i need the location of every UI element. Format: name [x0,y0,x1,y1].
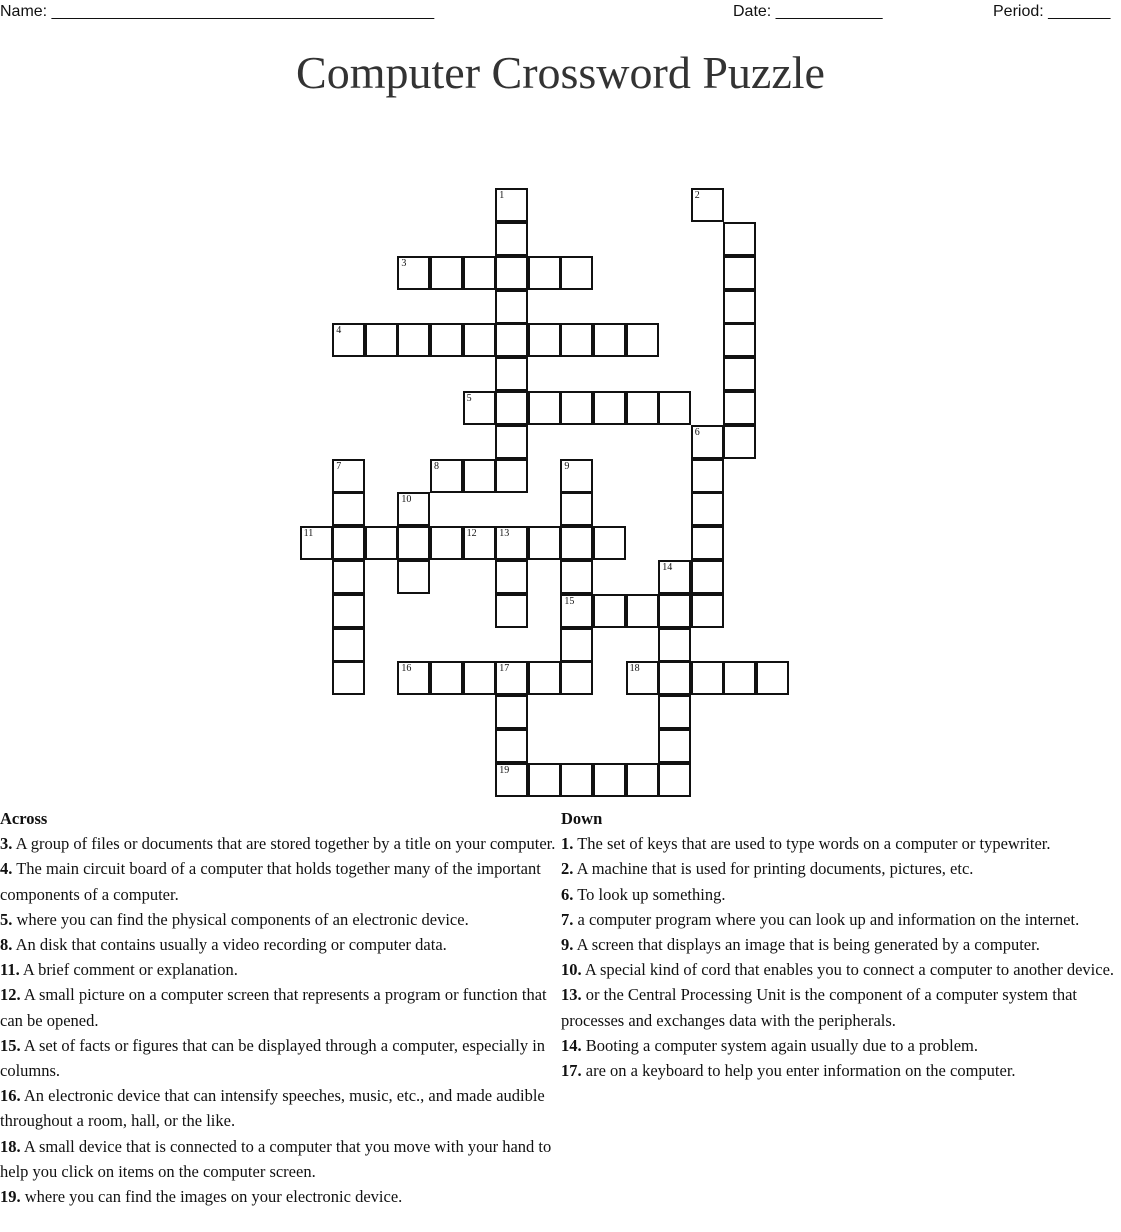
across-clue [0,982,556,1032]
clue-number: 9. [561,935,574,955]
down-clues [561,806,1119,1083]
down-clue-list [561,831,1119,1083]
crossword-cell[interactable] [397,323,430,357]
down-clue [561,1058,1119,1083]
crossword-cell[interactable] [723,222,756,256]
crossword-cell[interactable] [560,628,593,662]
crossword-cell[interactable] [397,526,430,560]
crossword-cell[interactable] [560,661,593,695]
crossword-cell[interactable] [593,526,626,560]
crossword-cell[interactable] [723,391,756,425]
crossword-cell[interactable] [397,256,430,290]
across-clue [0,957,556,982]
clue-text: where you can find the physical components of an electronic device. [12,909,469,929]
crossword-cell[interactable] [300,526,333,560]
crossword-cell[interactable] [495,391,528,425]
clue-number: 7. [561,909,574,929]
crossword-cell[interactable] [495,594,528,628]
down-clue [561,831,1119,856]
crossword-cell[interactable] [463,661,496,695]
clue-number: 3. [0,834,13,854]
crossword-cell[interactable] [691,560,724,594]
clue-number: 2. [561,859,574,879]
across-clue [0,932,556,957]
clue-text: A small picture on a computer screen that represents a program or function that can be opened. [0,985,547,1030]
crossword-cell[interactable] [691,459,724,493]
crossword-cell[interactable] [691,594,724,628]
clue-number: 5. [0,909,13,929]
across-clue [0,907,556,932]
crossword-cell[interactable] [430,323,463,357]
crossword-cell[interactable] [365,526,398,560]
clue-text: The main circuit board of a computer that holds together many of the important components of a computer. [0,859,541,904]
crossword-cell[interactable] [658,661,691,695]
crossword-cell[interactable] [723,323,756,357]
crossword-cell[interactable] [528,256,561,290]
down-clue [561,856,1119,881]
crossword-cell[interactable] [560,763,593,797]
crossword-cell[interactable] [723,256,756,290]
clue-text: An electronic device that can intensify speeches, music, etc., and made audible throughout a room, hall, or the like. [0,1086,545,1131]
crossword-cell[interactable] [560,459,593,493]
clue-number: 18 [629,663,640,675]
clue-number: 13. [561,985,582,1005]
clue-number: 12 [466,528,477,540]
down-clue [561,982,1119,1032]
clue-number: 3 [401,257,407,269]
crossword-cell[interactable] [560,594,593,628]
crossword-cell[interactable] [332,560,365,594]
crossword-cell[interactable] [495,290,528,324]
clue-text: A screen that displays an image that is being generated by a computer. [573,935,1040,955]
crossword-cell[interactable] [332,594,365,628]
crossword-cell[interactable] [332,526,365,560]
crossword-cell[interactable] [495,323,528,357]
crossword-cell[interactable] [495,222,528,256]
crossword-cell[interactable] [528,661,561,695]
clue-number: 6 [694,426,700,438]
across-clue [0,1083,556,1133]
clue-number: 8. [0,935,13,955]
clue-number: 14. [561,1035,582,1055]
clue-number: 15. [0,1035,21,1055]
crossword-cell[interactable] [397,661,430,695]
crossword-cell[interactable] [593,763,626,797]
crossword-cell[interactable] [397,560,430,594]
clue-text: a computer program where you can look up and information on the internet. [573,909,1080,929]
down-heading: Down [561,809,603,828]
crossword-cell[interactable] [495,256,528,290]
crossword-cell[interactable] [463,391,496,425]
crossword-cell[interactable] [463,459,496,493]
crossword-cell[interactable] [332,492,365,526]
name-field: Name: ___________________________________________ [0,3,435,20]
crossword-cell[interactable] [593,391,626,425]
clue-number: 1 [499,190,505,202]
clue-text: An disk that contains usually a video recording or computer data. [12,935,447,955]
down-clue [561,932,1119,957]
across-clue [0,1033,556,1083]
crossword-cell[interactable] [495,729,528,763]
clue-number: 19. [0,1187,21,1207]
crossword-cell[interactable] [495,560,528,594]
crossword-cell[interactable] [658,594,691,628]
clue-number: 4. [0,859,13,879]
crossword-cell[interactable] [723,425,756,459]
across-heading: Across [0,809,48,828]
crossword-cell[interactable] [658,695,691,729]
crossword-cell[interactable] [332,459,365,493]
crossword-cell[interactable] [658,391,691,425]
across-clue-list [0,831,556,1209]
crossword-cell[interactable] [463,256,496,290]
crossword-cell[interactable] [365,323,398,357]
crossword-cell[interactable] [397,492,430,526]
clue-number: 7 [336,460,342,472]
across-clue [0,1184,556,1209]
clue-number: 11 [303,528,314,540]
period-field: Period: _______ [993,3,1111,20]
across-clue [0,856,556,906]
clue-number: 10 [401,494,412,506]
crossword-cell[interactable] [560,526,593,560]
across-clue [0,831,556,856]
crossword-cell[interactable] [495,188,528,222]
crossword-cell[interactable] [723,290,756,324]
clue-text: A small device that is connected to a computer that you move with your hand to help you click on items on the computer screen. [0,1136,552,1181]
crossword-cell[interactable] [495,763,528,797]
crossword-cell[interactable] [756,661,789,695]
clue-number: 16 [401,663,412,675]
crossword-cell[interactable] [495,425,528,459]
crossword-cell[interactable] [430,256,463,290]
crossword-cell[interactable] [658,628,691,662]
across-clues [0,806,556,1209]
crossword-cell[interactable] [560,256,593,290]
clue-text: A set of facts or figures that can be displayed through a computer, especially in columns. [0,1035,546,1081]
clue-number: 11. [0,960,20,980]
clue-text: A machine that is used for printing documents, pictures, etc. [573,859,974,879]
crossword-cell[interactable] [593,594,626,628]
clue-number: 4 [336,325,342,337]
clue-text: A special kind of cord that enables you to connect a computer to another device. [581,960,1115,980]
crossword-cell[interactable] [658,729,691,763]
crossword-cell[interactable] [430,661,463,695]
clue-text: A brief comment or explanation. [19,960,238,980]
clue-number: 10. [561,960,582,980]
clue-number: 14 [662,562,673,573]
clue-number: 13 [499,528,510,540]
clue-number: 1. [561,834,574,854]
crossword-cell[interactable] [626,323,659,357]
crossword-cell[interactable] [495,526,528,560]
down-clue [561,957,1119,982]
crossword-cell[interactable] [658,560,691,594]
clue-text: or the Central Processing Unit is the component of a computer system that processes and exchanges data with the peripherals. [561,985,1077,1030]
crossword-cell[interactable] [560,391,593,425]
crossword-cell[interactable] [560,492,593,526]
clue-number: 19 [499,764,510,776]
crossword-cell[interactable] [593,323,626,357]
clue-text: The set of keys that are used to type words on a computer or typewriter. [573,834,1051,854]
crossword-cell[interactable] [691,526,724,560]
crossword-cell[interactable] [495,459,528,493]
clue-number: 18. [0,1136,21,1156]
crossword-cell[interactable] [691,425,724,459]
crossword-cell[interactable] [528,323,561,357]
crossword-cell[interactable] [528,391,561,425]
clue-number: 2 [694,190,700,202]
crossword-cell[interactable] [560,323,593,357]
clue-number: 15 [564,595,575,607]
crossword-cell[interactable] [332,661,365,695]
clue-number: 5 [466,393,472,404]
clue-number: 9 [564,460,570,472]
clue-text: A group of files or documents that are stored together by a title on your computer. [12,834,556,854]
crossword-cell[interactable] [430,459,463,493]
clue-text: are on a keyboard to help you enter information on the computer. [581,1061,1016,1081]
crossword-cell[interactable] [528,526,561,560]
crossword-cell[interactable] [332,628,365,662]
crossword-cell[interactable] [691,188,724,222]
clue-text: Booting a computer system again usually due to a problem. [581,1035,979,1055]
crossword-cell[interactable] [495,661,528,695]
clue-number: 17 [499,663,510,675]
down-clue [561,907,1119,932]
crossword-cell[interactable] [332,323,365,357]
down-clue [561,1033,1119,1058]
date-field: Date: ____________ [733,3,883,20]
across-clue [0,1134,556,1184]
clue-number: 6. [561,884,574,904]
crossword-cell[interactable] [626,594,659,628]
crossword-cell[interactable] [626,763,659,797]
clue-number: 12. [0,985,21,1005]
crossword-cell[interactable] [626,661,659,695]
crossword-cell[interactable] [463,526,496,560]
crossword-cell[interactable] [430,526,463,560]
crossword-cell[interactable] [723,661,756,695]
down-clue [561,882,1119,907]
crossword-cell[interactable] [626,391,659,425]
crossword-cell[interactable] [691,661,724,695]
clue-number: 17. [561,1061,582,1081]
crossword-cell[interactable] [560,560,593,594]
clue-number: 16. [0,1086,21,1106]
crossword-cell[interactable] [528,763,561,797]
clue-text: To look up something. [573,884,726,904]
page-title: Computer Crossword Puzzle [296,47,825,98]
crossword-cell[interactable] [463,323,496,357]
crossword-cell[interactable] [658,763,691,797]
crossword-cell[interactable] [691,492,724,526]
crossword-cell[interactable] [495,695,528,729]
clue-number: 8 [434,460,439,472]
clue-text: where you can find the images on your electronic device. [20,1187,403,1207]
crossword-cell[interactable] [495,357,528,391]
crossword-cell[interactable] [723,357,756,391]
